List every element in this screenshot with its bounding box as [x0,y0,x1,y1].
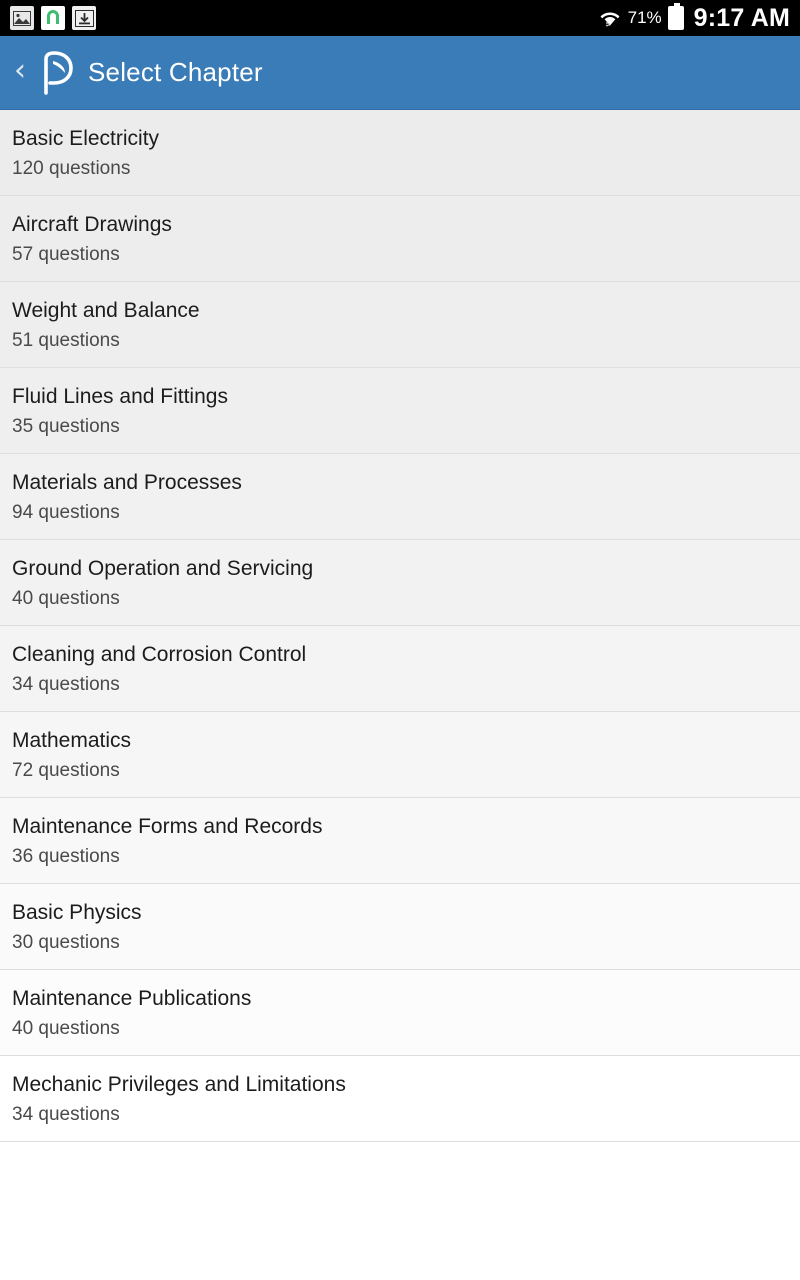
app-logo-icon [36,51,76,95]
status-bar-notification-icons [10,6,96,30]
chapter-title: Ground Operation and Servicing [12,557,314,580]
status-bar-clock: 9:17 AM [693,3,790,32]
chapter-title: Weight and Balance [12,299,200,322]
list-item[interactable] [0,970,800,1056]
list-item[interactable] [0,626,800,712]
chapter-question-count: 94 questions [12,502,120,523]
list-item[interactable] [0,110,800,196]
battery-icon [668,6,684,30]
chapter-title: Maintenance Publications [12,987,252,1010]
list-item[interactable] [0,712,800,798]
chapter-question-count: 30 questions [12,932,120,953]
chapter-list[interactable] [0,110,800,1280]
page-title: Select Chapter [88,57,263,87]
chapter-question-count: 51 questions [12,330,120,351]
chapter-title: Maintenance Forms and Records [12,815,323,838]
list-bottom-filler [0,1142,800,1280]
chapter-question-count: 57 questions [12,244,120,265]
chapter-title: Basic Electricity [12,127,160,150]
chapter-question-count: 36 questions [12,846,120,867]
chapter-question-count: 40 questions [12,1018,120,1039]
download-icon [72,6,96,30]
list-item[interactable] [0,540,800,626]
chapter-question-count: 35 questions [12,416,120,437]
chapter-question-count: 72 questions [12,760,120,781]
chapter-title: Mechanic Privileges and Limitations [12,1073,346,1096]
chapter-title: Cleaning and Corrosion Control [12,643,307,666]
chapter-question-count: 40 questions [12,588,120,609]
chapter-question-count: 34 questions [12,674,120,695]
chapter-title: Fluid Lines and Fittings [12,385,228,408]
chapter-title: Basic Physics [12,901,142,924]
gallery-icon [10,6,34,30]
status-bar [0,0,800,36]
chapter-title: Aircraft Drawings [12,213,172,236]
list-item[interactable] [0,1056,800,1142]
status-bar-system-icons [598,4,790,33]
back-chevron-icon[interactable]: ‹ [14,52,26,88]
list-item[interactable] [0,282,800,368]
green-app-icon [41,6,65,30]
list-item[interactable] [0,798,800,884]
chapter-question-count: 120 questions [12,158,131,179]
battery-percent-label: 71% [627,8,662,27]
list-item[interactable] [0,368,800,454]
chapter-title: Mathematics [12,729,132,752]
list-item[interactable] [0,454,800,540]
chapter-question-count: 34 questions [12,1104,120,1125]
list-item[interactable] [0,884,800,970]
app-bar [0,36,800,110]
chapter-title: Materials and Processes [12,471,242,494]
wifi-icon [598,7,622,29]
list-item[interactable] [0,196,800,282]
